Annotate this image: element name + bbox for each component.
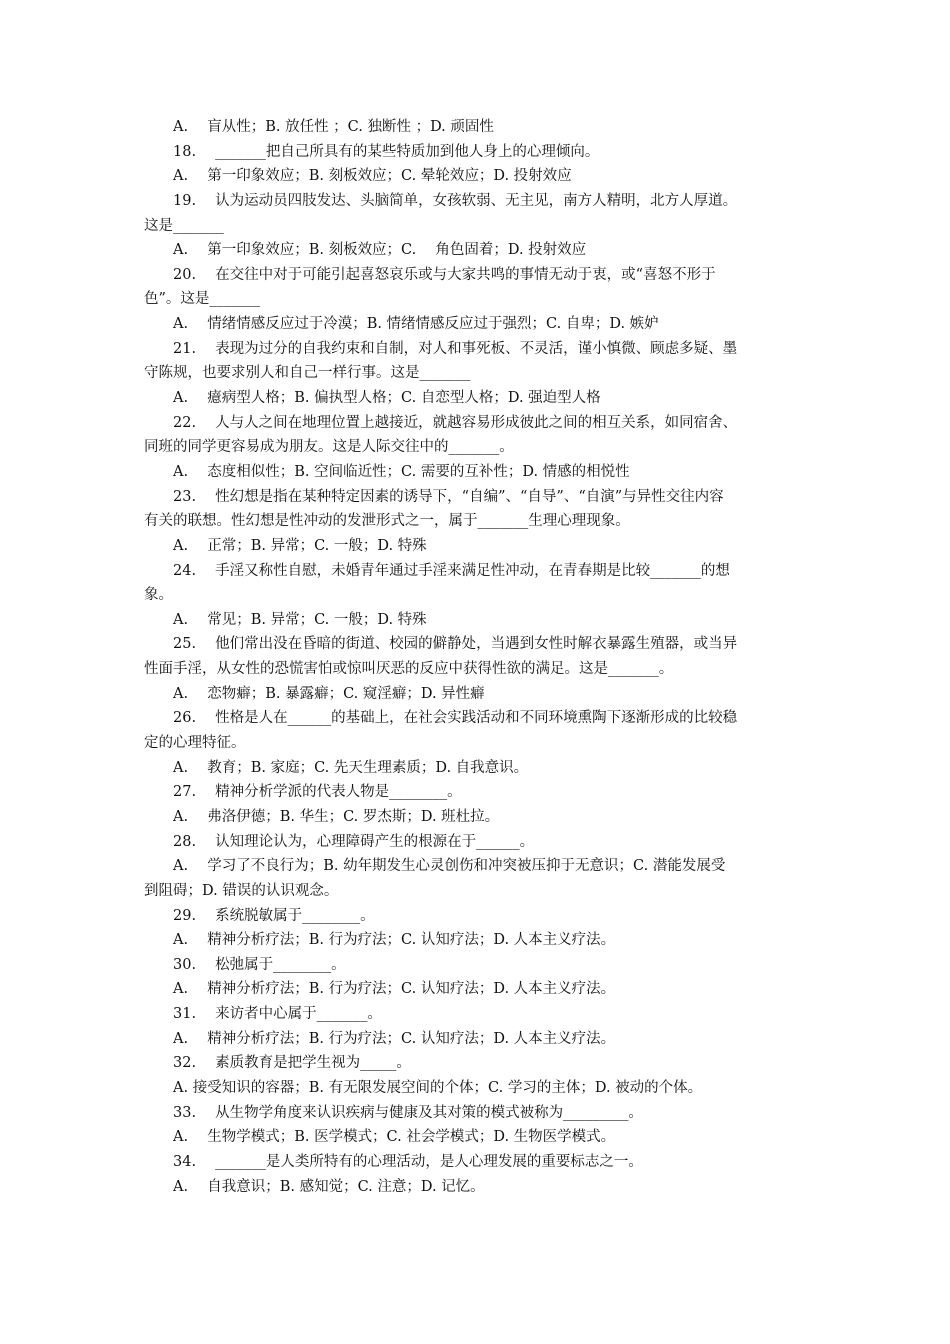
text-line: 到阻碍；D. 错误的认识观念。 <box>144 882 339 899</box>
text-line: 有关的联想。性幻想是性冲动的发泄形式之一，属于_______生理心理现象。 <box>144 513 630 530</box>
text-line: 22. 人与人之间在地理位置上越接近，就越容易形成彼此之间的相互关系，如同宿舍、 <box>173 414 738 431</box>
text-line: 27. 精神分析学派的代表人物是________。 <box>173 784 462 801</box>
text-line: 这是_______ <box>144 217 224 234</box>
text-line: A. 自我意识；B. 感知觉；C. 注意；D. 记忆。 <box>173 1178 485 1195</box>
text-line: 26. 性格是人在______的基础上，在社会实践活动和不同环境熏陶下逐渐形成的比较稳 <box>173 710 738 727</box>
text-line: A. 精神分析疗法；B. 行为疗法；C. 认知疗法；D. 人本主义疗法。 <box>173 981 616 998</box>
text-line: A. 精神分析疗法；B. 行为疗法；C. 认知疗法；D. 人本主义疗法。 <box>173 932 616 949</box>
text-line: 同班的同学更容易成为朋友。这是人际交往中的_______。 <box>144 439 514 456</box>
text-line: A. 教育；B. 家庭；C. 先天生理素质；D. 自我意识。 <box>173 759 529 776</box>
text-line: 色”。这是_______ <box>144 291 261 308</box>
text-line: 定的心理特征。 <box>144 735 246 752</box>
text-line: A. 恋物癖；B. 暴露癖；C. 窥淫癖；D. 异性癖 <box>173 685 485 702</box>
text-line: 21. 表现为过分的自我约束和自制，对人和事死板、不灵活，谨小慎微、顾虑多疑、墨 <box>173 340 738 357</box>
text-line: A. 弗洛伊德；B. 华生；C. 罗杰斯；D. 班杜拉。 <box>173 808 500 825</box>
text-line: A. 情绪情感反应过于冷漠；B. 情绪情感反应过于强烈；C. 自卑；D. 嫉妒 <box>173 316 659 333</box>
text-line: 34. _______是人类所特有的心理活动，是人心理发展的重要标志之一。 <box>173 1153 643 1170</box>
text-line: A. 生物学模式；B. 医学模式；C. 社会学模式；D. 生物医学模式。 <box>173 1129 616 1146</box>
text-line: 32. 素质教育是把学生视为_____。 <box>173 1055 411 1072</box>
text-line: 性面手淫，从女性的恐慌害怕或惊叫厌恶的反应中获得性欲的满足。这是_______。 <box>144 661 674 678</box>
text-line: A. 第一印象效应；B. 刻板效应；C. 晕轮效应；D. 投射效应 <box>173 168 572 185</box>
text-line: A. 癔病型人格；B. 偏执型人格；C. 自恋型人格；D. 强迫型人格 <box>173 390 601 407</box>
text-line: A. 正常；B. 异常；C. 一般；D. 特殊 <box>173 537 427 554</box>
text-line: A. 第一印象效应；B. 刻板效应；C. 角色固着；D. 投射效应 <box>173 242 587 259</box>
text-line: 25. 他们常出没在昏暗的街道、校园的僻静处，当遇到女性时解衣暴露生殖器，或当异 <box>173 636 738 653</box>
text-line: A. 态度相似性；B. 空间临近性；C. 需要的互补性；D. 情感的相悦性 <box>173 463 630 480</box>
text-line: A. 接受知识的容器；B. 有无限发展空间的个体；C. 学习的主体；D. 被动的个体。 <box>173 1079 703 1096</box>
text-line: 31. 来访者中心属于_______。 <box>173 1006 382 1023</box>
text-line: 20. 在交往中对于可能引起喜怒哀乐或与大家共鸣的事情无动于衷，或“喜怒不形于 <box>173 266 716 283</box>
text-line: A. 精神分析疗法；B. 行为疗法；C. 认知疗法；D. 人本主义疗法。 <box>173 1030 616 1047</box>
text-line: 29. 系统脱敏属于________。 <box>173 907 375 924</box>
text-line: 33. 从生物学角度来认识疾病与健康及其对策的模式被称为_________。 <box>173 1104 643 1121</box>
text-line: A. 盲从性；B. 放任性 ；C. 独断性 ；D. 顽固性 <box>173 119 494 135</box>
text-line: 18. _______把自己所具有的某些特质加到他人身上的心理倾向。 <box>173 143 600 160</box>
text-line: 28. 认知理论认为，心理障碍产生的根源在于______。 <box>173 833 535 850</box>
text-line: 30. 松弛属于________。 <box>173 956 346 973</box>
text-line: 守陈规，也要求别人和自己一样行事。这是_______ <box>144 365 471 382</box>
text-line: 象。 <box>144 587 173 604</box>
text-line: 19. 认为运动员四肢发达、头脑简单，女孩软弱、无主见，南方人精明，北方人厚道。 <box>173 192 738 209</box>
text-line: 24. 手淫又称性自慰，未婚青年通过手淫来满足性冲动，在青春期是比较_______的想 <box>173 562 730 579</box>
document-body <box>144 115 810 1199</box>
text-line: A. 常见；B. 异常；C. 一般；D. 特殊 <box>173 611 427 628</box>
text-line: 23. 性幻想是指在某种特定因素的诱导下，“自编”、“自导”、“自演”与异性交往内容 <box>173 488 724 505</box>
text-line: A. 学习了不良行为；B. 幼年期发生心灵创伤和冲突被压抑于无意识；C. 潜能发展受 <box>173 858 726 875</box>
